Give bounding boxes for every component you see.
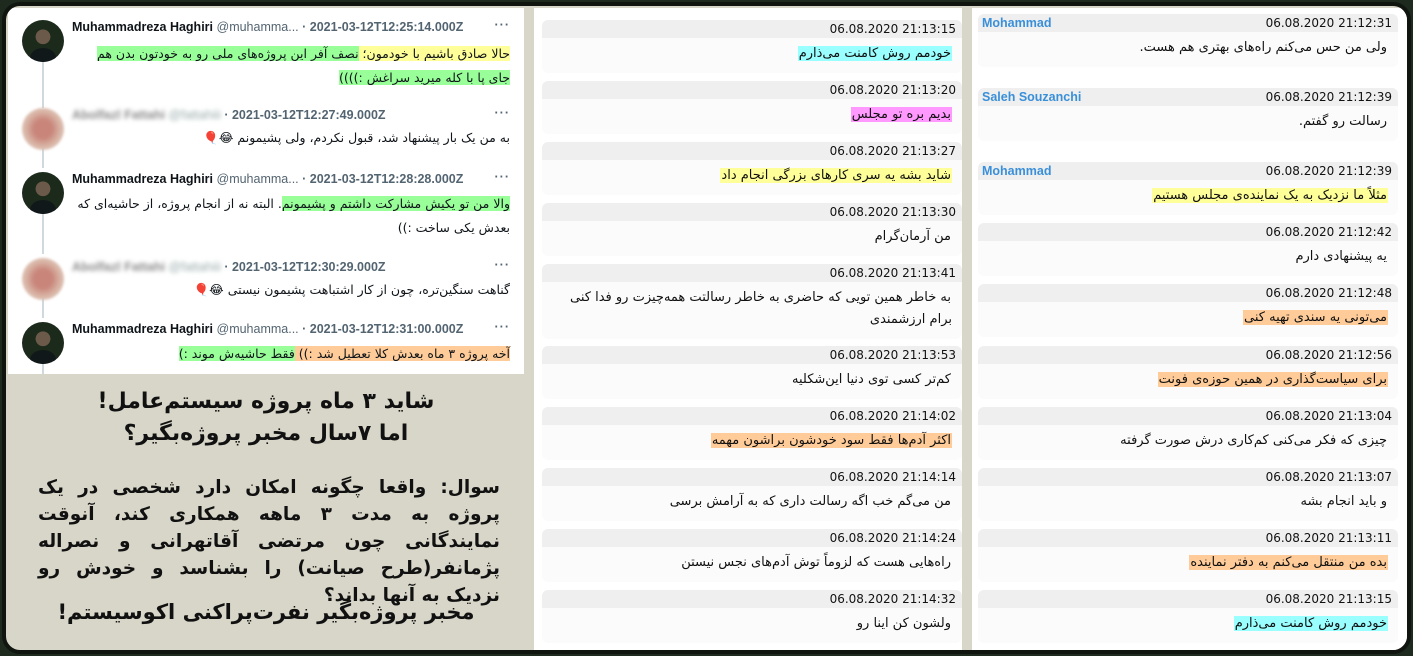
chat-message <box>542 590 962 643</box>
message-text: کم‌تر کسی توی دنیا این‌شکلیه <box>792 372 951 387</box>
tweet-timestamp[interactable]: · 2021-03-12T12:30:29.000Z <box>224 260 386 274</box>
message-body <box>542 547 962 582</box>
message-header <box>542 529 962 547</box>
chat-message <box>542 81 962 134</box>
message-text: می‌تونی یه سندی تهیه کنی <box>1244 310 1387 325</box>
message-header <box>978 529 1398 547</box>
message-header <box>542 407 962 425</box>
message-text: مثلاً ما نزدیک به یک نماینده‌ی مجلس هستیم <box>1153 188 1387 203</box>
avatar[interactable] <box>22 322 64 364</box>
message-time: 06.08.2020 21:12:39 <box>1265 164 1392 178</box>
message-time: 06.08.2020 21:14:24 <box>829 531 956 545</box>
message-time: 06.08.2020 21:14:14 <box>829 470 956 484</box>
tweet-text <box>72 126 510 150</box>
message-time: 06.08.2020 21:13:27 <box>829 144 956 158</box>
message-text: خودمم روش کامنت می‌ذارم <box>798 46 951 61</box>
tweet-text-segment: . البته نه از انجام پروژه، از حاشیه‌ای که بعدش یکی ساخت :)) <box>77 196 510 235</box>
tweet-author-handle[interactable]: @muhamma... <box>216 172 299 186</box>
message-body <box>542 282 962 339</box>
tweet-author-name[interactable]: Muhammadreza Haghiri <box>72 322 214 336</box>
tweet-text-segment: فقط حاشیه‌ش موند :) <box>178 346 295 361</box>
message-text: خودمم روش کامنت می‌ذارم <box>1234 616 1387 631</box>
tweet-author-name[interactable]: Abolfazl Fattahi <box>72 108 166 122</box>
message-header <box>542 142 962 160</box>
message-body <box>978 486 1398 521</box>
chat-message <box>978 529 1398 582</box>
tweet-thread <box>8 8 524 374</box>
message-time: 06.08.2020 21:13:53 <box>829 348 956 362</box>
message-time: 06.08.2020 21:13:15 <box>1265 592 1392 606</box>
message-body <box>542 364 962 399</box>
message-body <box>542 38 962 73</box>
tweet-header <box>72 108 510 126</box>
tweet-timestamp[interactable]: · 2021-03-12T12:25:14.000Z <box>302 20 464 34</box>
chat-message <box>978 14 1398 67</box>
message-body <box>542 221 962 256</box>
message-text: من آرمان‌گرام <box>874 229 951 244</box>
tweet-text-segment: نصف آفر این پروژه‌های ملی رو به خودتون بدن هم جای پا با کله میرید سراغش :)))) <box>97 46 510 85</box>
message-header <box>978 590 1398 608</box>
message-header <box>978 223 1398 241</box>
thread-connector <box>42 62 44 108</box>
collage-frame <box>2 2 1411 654</box>
message-text: یه پیشنهادی دارم <box>1295 249 1387 264</box>
message-body <box>978 302 1398 337</box>
message-header <box>978 162 1398 180</box>
message-text: بدیم بره تو مجلس <box>851 107 951 122</box>
message-text: ولشون کن اینا رو <box>856 616 951 631</box>
tweet-text-segment: والا من تو یکیش مشارکت داشتم و پشیمونم <box>281 196 510 211</box>
message-text: اکثر آدم‌ها فقط سود خودشون براشون مهمه <box>711 433 951 448</box>
caption-title-line: شاید ۳ ماه پروژه سیستم‌عامل! <box>97 389 435 414</box>
tweet-author-name[interactable]: Abolfazl Fattahi <box>72 260 166 274</box>
tweet-header <box>72 322 510 340</box>
message-body <box>978 425 1398 460</box>
tweet-timestamp[interactable]: · 2021-03-12T12:27:49.000Z <box>224 108 386 122</box>
tweet-text <box>72 278 510 302</box>
message-body <box>978 180 1398 215</box>
tweet-text-segment: به من یک بار پیشنهاد شد، قبول نکردم، ولی پشیمونم 😂🎈 <box>203 130 510 145</box>
chat-message <box>542 346 962 399</box>
message-body <box>978 364 1398 399</box>
more-options-icon[interactable]: ··· <box>494 258 510 272</box>
chat-message <box>542 529 962 582</box>
tweet-author-handle[interactable]: @muhamma... <box>216 20 299 34</box>
message-time: 06.08.2020 21:13:15 <box>829 22 956 36</box>
message-body <box>978 608 1398 643</box>
message-time: 06.08.2020 21:12:31 <box>1265 16 1392 30</box>
message-header <box>542 590 962 608</box>
tweet-header <box>72 20 510 38</box>
message-body <box>542 608 962 643</box>
message-time: 06.08.2020 21:12:48 <box>1265 286 1392 300</box>
tweet-text-segment: آخه پروژه ۳ ماه بعدش کلا تعطیل شد :)) <box>294 346 510 361</box>
thread-connector <box>42 214 44 254</box>
message-time: 06.08.2020 21:13:41 <box>829 266 956 280</box>
message-text: من می‌گم خب اگه رسالت داری که به آرامش برسی <box>669 494 951 509</box>
message-time: 06.08.2020 21:13:20 <box>829 83 956 97</box>
more-options-icon[interactable]: ··· <box>494 18 510 32</box>
chat-message <box>978 88 1398 141</box>
message-body <box>978 32 1398 67</box>
message-body <box>978 106 1398 141</box>
chat-message <box>542 468 962 521</box>
message-header <box>542 20 962 38</box>
message-time: 06.08.2020 21:13:07 <box>1265 470 1392 484</box>
more-options-icon[interactable]: ··· <box>494 170 510 184</box>
tweet-text <box>72 342 510 366</box>
message-text: به خاطر همین تویی که حاضری به خاطر رسالتت همه‌چیزت رو فدا کنی برام ارزشمندی <box>570 290 952 327</box>
chat-message <box>978 468 1398 521</box>
chat-message <box>542 407 962 460</box>
more-options-icon[interactable]: ··· <box>494 320 510 334</box>
message-time: 06.08.2020 21:12:56 <box>1265 348 1392 362</box>
message-text: رسالت رو گفتم. <box>1298 114 1387 129</box>
chat-message <box>542 264 962 339</box>
caption-question: سوال: واقعا چگونه امکان دارد شخصی در یک پروژه به مدت ۳ ماهه همکاری کند، آنوقت نمایندگانی چون مرتضی آقاتهرانی و نصراله پژمانفر(طرح صیانت) را بشناسد و خودش رو نزدیک به آنها بداند؟ <box>38 477 501 606</box>
caption-box <box>8 378 524 652</box>
message-text: و باید انجام بشه <box>1300 494 1387 509</box>
message-header <box>978 14 1398 32</box>
message-body <box>978 241 1398 276</box>
message-header <box>978 88 1398 106</box>
message-time: 06.08.2020 21:13:30 <box>829 205 956 219</box>
chat-message <box>542 142 962 195</box>
chat-message <box>542 203 962 256</box>
tweet-author-handle[interactable]: @muhamma... <box>216 322 299 336</box>
chat-panel-right <box>972 8 1411 650</box>
message-header <box>978 346 1398 364</box>
message-time: 06.08.2020 21:13:11 <box>1265 531 1392 545</box>
message-time: 06.08.2020 21:13:04 <box>1265 409 1392 423</box>
message-time: 06.08.2020 21:12:42 <box>1265 225 1392 239</box>
message-sender[interactable]: Saleh Souzanchi <box>982 90 1082 104</box>
caption-title <box>8 386 524 450</box>
message-body <box>542 486 962 521</box>
tweet-timestamp[interactable]: · 2021-03-12T12:28:28.000Z <box>302 172 464 186</box>
chat-message <box>978 590 1398 643</box>
caption-title-line: اما ۷سال مخبر پروژه‌بگیر؟ <box>123 421 409 446</box>
tweet-timestamp[interactable]: · 2021-03-12T12:31:00.000Z <box>302 322 464 336</box>
avatar[interactable] <box>22 108 64 150</box>
message-time: 06.08.2020 21:14:02 <box>829 409 956 423</box>
message-text: ولی من حس می‌کنم راه‌های بهتری هم هست. <box>1139 40 1387 55</box>
message-header <box>978 468 1398 486</box>
avatar[interactable] <box>22 20 64 62</box>
avatar[interactable] <box>22 258 64 300</box>
message-body <box>542 160 962 195</box>
message-text: بده من منتقل می‌کنم به دفتر نماینده <box>1190 555 1387 570</box>
tweet-header <box>72 260 510 278</box>
message-sender[interactable]: Mohammad <box>982 164 1052 178</box>
tweet-text <box>72 192 510 240</box>
message-time: 06.08.2020 21:14:32 <box>829 592 956 606</box>
tweet-text <box>72 42 510 90</box>
chat-message <box>978 346 1398 399</box>
message-text: راه‌هایی هست که لزوماً توش آدم‌های نجس نیستن <box>681 555 951 570</box>
message-body <box>978 547 1398 582</box>
message-header <box>978 407 1398 425</box>
chat-message <box>978 284 1398 337</box>
message-sender[interactable]: Mohammad <box>982 16 1052 30</box>
message-body <box>542 425 962 460</box>
chat-message <box>978 162 1398 215</box>
message-time: 06.08.2020 21:12:39 <box>1265 90 1392 104</box>
chat-panel-middle <box>534 8 962 650</box>
tweet-text-segment: گناهت سنگین‌تره، چون از کار اشتباهت پشیمون نیستی 😂🎈 <box>193 282 510 297</box>
message-header <box>542 81 962 99</box>
message-header <box>542 346 962 364</box>
chat-message <box>542 20 962 73</box>
chat-message <box>978 407 1398 460</box>
message-header <box>542 468 962 486</box>
tweet-header <box>72 172 510 190</box>
message-body <box>542 99 962 134</box>
tweet-author-name[interactable]: Muhammadreza Haghiri <box>72 172 214 186</box>
tweet-text-segment: حالا صادق باشیم با خودمون؛ <box>358 46 510 61</box>
message-text: شاید بشه یه سری کارهای بزرگی انجام داد <box>721 168 951 183</box>
message-header <box>542 264 962 282</box>
message-text: برای سیاست‌گذاری در همین حوزه‌ی فونت <box>1158 372 1387 387</box>
message-header <box>542 203 962 221</box>
message-text: چیزی که فکر می‌کنی کم‌کاری درش صورت گرفته <box>1120 433 1387 448</box>
more-options-icon[interactable]: ··· <box>494 106 510 120</box>
caption-footer: مخبر پروژه‌بگیر نفرت‌پراکنی اکوسیستم! <box>57 600 475 624</box>
thread-connector <box>42 298 44 318</box>
message-header <box>978 284 1398 302</box>
thread-connector <box>42 148 44 168</box>
chat-message <box>978 223 1398 276</box>
tweet-author-name[interactable]: Muhammadreza Haghiri <box>72 20 214 34</box>
avatar[interactable] <box>22 172 64 214</box>
tweet-author-handle[interactable]: @fattahiii <box>168 260 221 274</box>
tweet-author-handle[interactable]: @fattahiii <box>168 108 221 122</box>
